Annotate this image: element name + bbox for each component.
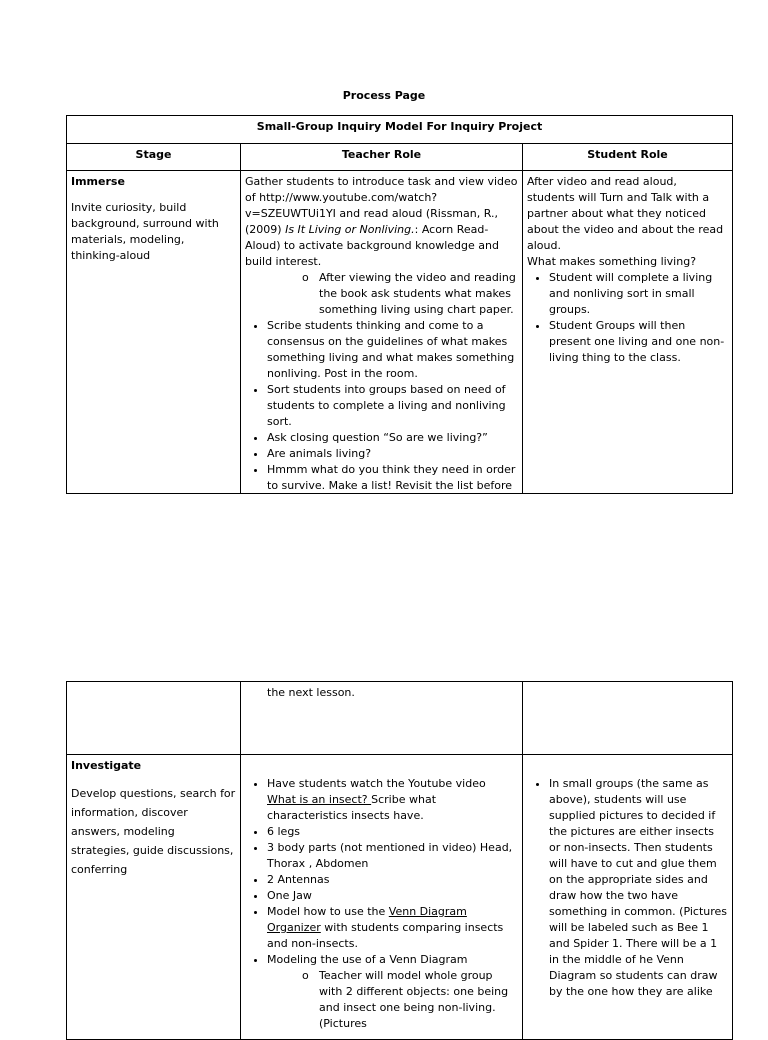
student-bullet: • Student will complete a living and nonliving sort in small groups.	[549, 270, 728, 318]
inquiry-table	[66, 115, 733, 494]
teacher-bullet: • Model how to use the Venn Diagram Organizer with students comparing insects and non-insects.	[267, 904, 518, 952]
teacher-bullet: • Modeling the use of a Venn Diagram	[267, 952, 518, 968]
stage-desc-immerse: Invite curiosity, build background, surround with materials, modeling, thinking-aloud	[71, 201, 219, 262]
teacher-bullet: • Ask closing question “So are we living?”	[267, 430, 518, 446]
student-intro-immerse: After video and read aloud, students will Turn and Talk with a partner about what they noticed about the video and about the read aloud.	[527, 175, 724, 252]
table-row	[67, 755, 733, 1040]
stage-name-immerse: Immerse	[71, 175, 125, 188]
teacher-bullet: • 3 body parts (not mentioned in video) Head, Thorax , Abdomen	[267, 840, 518, 872]
header-student-role: Student Role	[523, 144, 733, 171]
student-bullet: • Student Groups will then present one living and one non-living thing to the class.	[549, 318, 728, 366]
student-bullet: • In small groups (the same as above), students will use supplied pictures to decided if the pictures are either insects or non-insects. Then students will have to cut and glue them on the appropriate sides and draw how the two have something in common. (Pictures will be labeled such as Bee 1 and Spider 1. There will be a 1 in the middle of he Venn Diagram so students can draw by the one how they are alike	[549, 776, 728, 1000]
header-teacher-role: Teacher Role	[241, 144, 523, 171]
teacher-bullet: • One Jaw	[267, 888, 518, 904]
table-title: Small-Group Inquiry Model For Inquiry Project	[67, 116, 733, 144]
stage-name-investigate: Investigate	[71, 759, 142, 772]
teacher-bullet: • Sort students into groups based on need of students to complete a living and nonliving sort.	[267, 382, 518, 430]
teacher-bullet: • 6 legs	[267, 824, 518, 840]
teacher-bullet: • Hmmm what do you think they need in order to survive. Make a list! Revisit the list before	[267, 462, 518, 490]
stage-desc-investigate: Develop questions, search for information, discover answers, modeling strategies, guide discussions, conferring	[71, 787, 236, 876]
teacher-sub-item: o After viewing the video and reading the book ask students what makes something living using chart paper.	[315, 270, 518, 318]
table-row	[67, 171, 733, 494]
teacher-sub-item: o Teacher will model whole group with 2 different objects: one being and insect one being non-living. (Pictures	[315, 968, 518, 1032]
inquiry-table-continued	[66, 681, 733, 1040]
teacher-intro-immerse: Gather students to introduce task and view video of http://www.youtube.com/watch?v=SZEUWTUi1YI and read aloud (Rissman, R., (2009) Is It Living or Nonliving.: Acorn Read-Aloud) to activate background knowledge and build interest.	[245, 175, 518, 268]
page-title: Process Page	[342, 89, 426, 102]
what-is-an-insect-link[interactable]: What is an insect?	[267, 793, 372, 806]
header-stage: Stage	[67, 144, 241, 171]
venn-diagram-organizer-link[interactable]: Venn Diagram Organizer	[267, 905, 467, 934]
teacher-bullet: • Are animals living?	[267, 446, 518, 462]
table-row	[67, 682, 733, 755]
student-question-immerse: What makes something living?	[527, 255, 697, 268]
teacher-bullet: • 2 Antennas	[267, 872, 518, 888]
teacher-bullet: • Have students watch the Youtube video What is an insect? Scribe what characteristics insects have.	[267, 776, 518, 824]
teacher-continuation: the next lesson.	[267, 686, 355, 699]
teacher-bullet: • Scribe students thinking and come to a consensus on the guidelines of what makes something living and what makes something nonliving. Post in the room.	[267, 318, 518, 382]
